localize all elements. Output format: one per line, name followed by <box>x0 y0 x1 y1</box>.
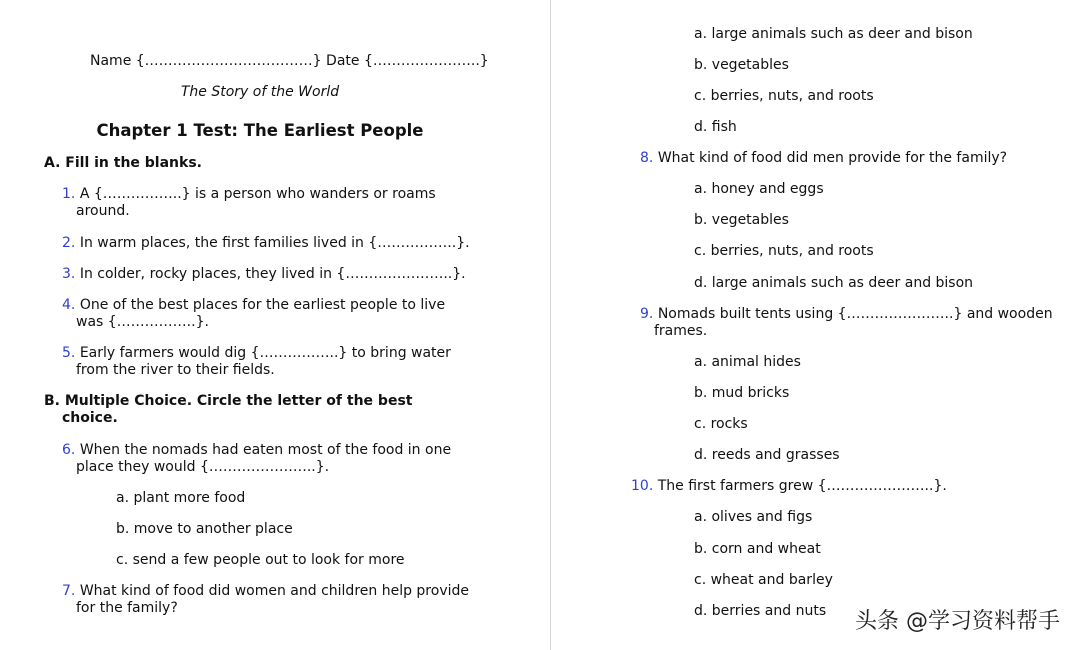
name-label: Name <box>90 53 132 69</box>
question-number: 5. <box>62 345 76 361</box>
option-10c: c. wheat and barley <box>694 572 833 588</box>
question-text-continued: place they would {…………………..}. <box>76 459 330 475</box>
option-6a: a. plant more food <box>116 490 246 506</box>
chapter-title: Chapter 1 Test: The Earliest People <box>96 121 424 140</box>
option-10b: b. corn and wheat <box>694 541 821 557</box>
option-6c: c. send a few people out to look for more <box>116 552 405 568</box>
question-2 <box>62 235 470 252</box>
question-number: 1. <box>62 186 76 202</box>
page-right <box>551 0 1080 650</box>
question-6 <box>62 442 451 476</box>
question-text: A {……………..} is a person who wanders or roams <box>79 186 436 202</box>
question-text: In warm places, the first families lived in {……………..}. <box>79 235 470 251</box>
question-number: 7. <box>62 583 76 599</box>
option-8b: b. vegetables <box>694 212 789 228</box>
section-b-heading-line1: B. Multiple Choice. Circle the letter of the best <box>44 393 413 409</box>
option-9c: c. rocks <box>694 416 748 432</box>
name-blank: {………………………………} <box>135 53 322 69</box>
question-number: 4. <box>62 297 76 313</box>
question-7 <box>62 583 469 617</box>
section-a-heading: A. Fill in the blanks. <box>44 155 202 171</box>
question-text-continued: from the river to their fields. <box>76 362 275 378</box>
question-number: 8. <box>640 150 654 166</box>
question-number: 10. <box>631 478 654 494</box>
option-10d: d. berries and nuts <box>694 603 827 619</box>
option-9b: b. mud bricks <box>694 385 790 401</box>
question-text: What kind of food did women and children help provide <box>79 583 469 599</box>
date-blank: {…………………..} <box>363 53 489 69</box>
option-9a: a. animal hides <box>694 354 801 370</box>
watermark-logo: 头条 @学习资料帮手 <box>855 609 1060 634</box>
question-5 <box>62 345 451 379</box>
option-7c: c. berries, nuts, and roots <box>694 88 874 104</box>
name-date-line <box>90 53 489 69</box>
option-6b: b. move to another place <box>116 521 293 537</box>
book-subtitle: The Story of the World <box>180 84 340 100</box>
question-text-continued: for the family? <box>76 600 178 616</box>
question-number: 3. <box>62 266 76 282</box>
question-text-continued: was {……………..}. <box>76 314 209 330</box>
question-number: 9. <box>640 306 654 322</box>
question-10 <box>631 478 947 495</box>
question-9 <box>640 306 1053 340</box>
question-3 <box>62 266 466 283</box>
question-number: 6. <box>62 442 76 458</box>
question-text: Nomads built tents using {…………………..} and wooden <box>657 306 1053 322</box>
option-7d: d. fish <box>694 119 737 135</box>
date-label: Date <box>326 53 360 69</box>
question-text: In colder, rocky places, they lived in {…………………..}. <box>79 266 466 282</box>
question-text: One of the best places for the earliest people to live <box>79 297 446 313</box>
option-8a: a. honey and eggs <box>694 181 824 197</box>
question-text-continued: around. <box>76 203 130 219</box>
option-8c: c. berries, nuts, and roots <box>694 243 874 259</box>
section-b-heading-line2: choice. <box>62 410 118 426</box>
option-7b: b. vegetables <box>694 57 789 73</box>
question-text: What kind of food did men provide for the family? <box>657 150 1008 166</box>
question-text: When the nomads had eaten most of the food in one <box>79 442 452 458</box>
question-text-continued: frames. <box>654 323 708 339</box>
question-4 <box>62 297 445 331</box>
question-number: 2. <box>62 235 76 251</box>
question-text: The first farmers grew {…………………..}. <box>657 478 947 494</box>
question-1 <box>62 186 436 220</box>
option-9d: d. reeds and grasses <box>694 447 840 463</box>
section-b-heading <box>44 393 412 427</box>
question-text: Early farmers would dig {……………..} to bring water <box>79 345 451 361</box>
option-8d: d. large animals such as deer and bison <box>694 275 974 291</box>
option-7a: a. large animals such as deer and bison <box>694 26 973 42</box>
question-8 <box>640 150 1007 167</box>
option-10a: a. olives and figs <box>694 509 813 525</box>
